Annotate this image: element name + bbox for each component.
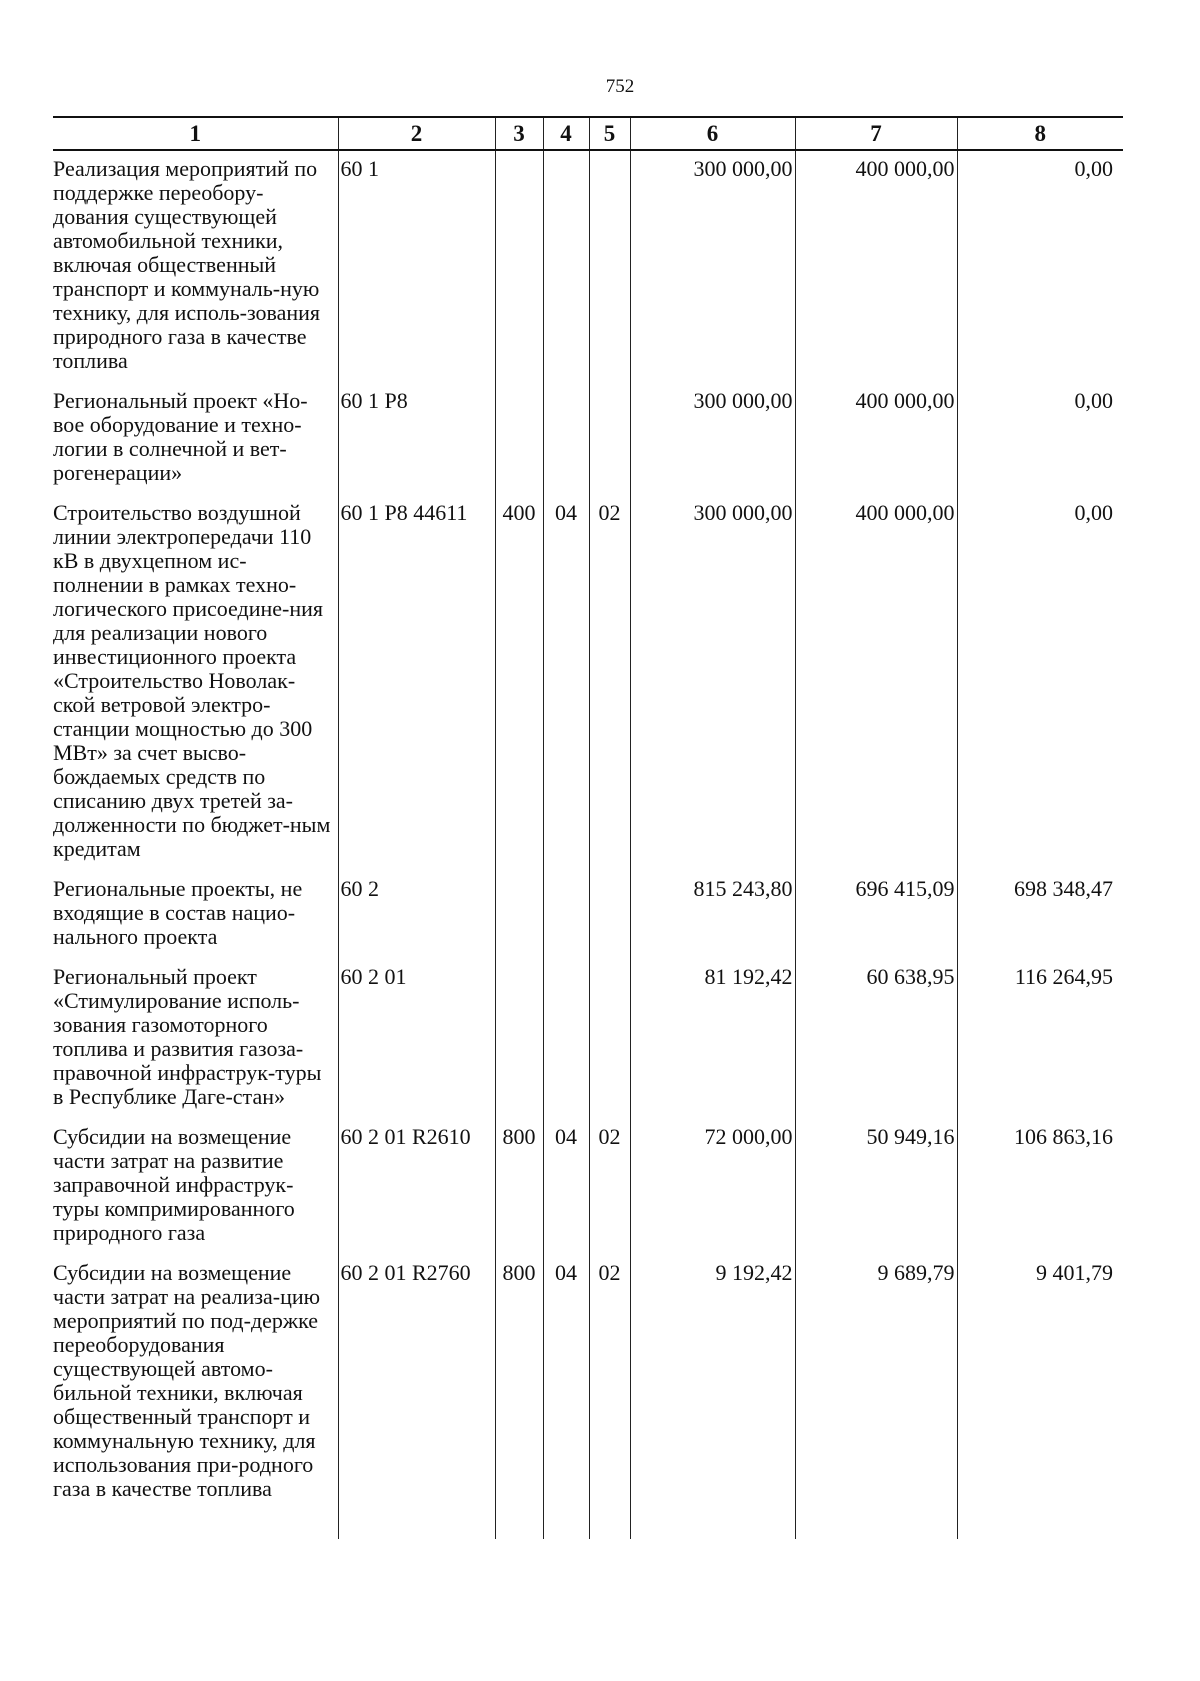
table-row bbox=[53, 150, 1123, 383]
amount-col6: 81 192,42 bbox=[630, 959, 795, 1119]
amount-col7: 400 000,00 bbox=[795, 495, 957, 871]
col5-value bbox=[589, 150, 630, 383]
col3-value: 400 bbox=[495, 495, 543, 871]
col4-value bbox=[543, 959, 589, 1119]
column-header: 1 bbox=[53, 117, 338, 150]
item-name: Субсидии на возмещение части затрат на развитие заправочной инфраструк-туры компримированного природного газа bbox=[53, 1119, 338, 1255]
col4-value bbox=[543, 871, 589, 959]
column-header: 5 bbox=[589, 117, 630, 150]
column-header: 3 bbox=[495, 117, 543, 150]
item-code: 60 1 Р8 44611 bbox=[338, 495, 495, 871]
amount-col7: 60 638,95 bbox=[795, 959, 957, 1119]
header-row bbox=[53, 117, 1123, 150]
item-code: 60 2 01 bbox=[338, 959, 495, 1119]
amount-col8: 106 863,16 bbox=[957, 1119, 1123, 1255]
amount-col6: 300 000,00 bbox=[630, 150, 795, 383]
item-name: Региональный проект «Стимулирование исполь-зования газомоторного топлива и развития газоза-правочной инфраструк-туры в Республике Даге-стан» bbox=[53, 959, 338, 1119]
amount-col8: 0,00 bbox=[957, 150, 1123, 383]
col4-value bbox=[543, 150, 589, 383]
amount-col6: 300 000,00 bbox=[630, 495, 795, 871]
item-code: 60 1 Р8 bbox=[338, 383, 495, 495]
column-header: 7 bbox=[795, 117, 957, 150]
amount-col8: 116 264,95 bbox=[957, 959, 1123, 1119]
column-header: 2 bbox=[338, 117, 495, 150]
item-name: Реализация мероприятий по поддержке переобору-дования существующей автомобильной техники, включая общественный транспорт и коммуналь-ную технику, для исполь-зования природного газа в качестве топлива bbox=[53, 150, 338, 383]
amount-col6: 9 192,42 bbox=[630, 1255, 795, 1539]
amount-col8: 698 348,47 bbox=[957, 871, 1123, 959]
item-code: 60 2 bbox=[338, 871, 495, 959]
item-name: Региональные проекты, не входящие в состав нацио-нального проекта bbox=[53, 871, 338, 959]
col5-value: 02 bbox=[589, 1255, 630, 1539]
item-code: 60 2 01 R2760 bbox=[338, 1255, 495, 1539]
table-row bbox=[53, 871, 1123, 959]
amount-col7: 50 949,16 bbox=[795, 1119, 957, 1255]
table-row bbox=[53, 959, 1123, 1119]
col3-value bbox=[495, 871, 543, 959]
col5-value bbox=[589, 383, 630, 495]
page-number: 752 bbox=[605, 76, 635, 97]
col3-value bbox=[495, 150, 543, 383]
column-header: 6 bbox=[630, 117, 795, 150]
amount-col6: 72 000,00 bbox=[630, 1119, 795, 1255]
amount-col6: 300 000,00 bbox=[630, 383, 795, 495]
amount-col8: 9 401,79 bbox=[957, 1255, 1123, 1539]
col5-value bbox=[589, 871, 630, 959]
table-row bbox=[53, 1119, 1123, 1255]
item-code: 60 2 01 R2610 bbox=[338, 1119, 495, 1255]
item-name: Строительство воздушной линии электропередачи 110 кВ в двухцепном ис-полнении в рамках техно-логического присоедине-ния для реализации нового инвестиционного проекта «Строительство Новолак-ской ветровой электро-станции мощностью до 300 МВт» за счет высво-бождаемых средств по списанию двух третей за-долженности по бюджет-ным кредитам bbox=[53, 495, 338, 871]
table-row bbox=[53, 1255, 1123, 1539]
col4-value: 04 bbox=[543, 495, 589, 871]
col3-value bbox=[495, 383, 543, 495]
amount-col8: 0,00 bbox=[957, 383, 1123, 495]
col5-value: 02 bbox=[589, 495, 630, 871]
amount-col8: 0,00 bbox=[957, 495, 1123, 871]
col3-value: 800 bbox=[495, 1255, 543, 1539]
amount-col6: 815 243,80 bbox=[630, 871, 795, 959]
col3-value bbox=[495, 959, 543, 1119]
col5-value: 02 bbox=[589, 1119, 630, 1255]
col4-value bbox=[543, 383, 589, 495]
item-name: Субсидии на возмещение части затрат на реализа-цию мероприятий по под-держке переоборудования существующей автомо-бильной техники, включая общественный транспорт и коммунальную технику, для использования при-родного газа в качестве топлива bbox=[53, 1255, 338, 1539]
amount-col7: 696 415,09 bbox=[795, 871, 957, 959]
column-header: 4 bbox=[543, 117, 589, 150]
table-row bbox=[53, 495, 1123, 871]
col3-value: 800 bbox=[495, 1119, 543, 1255]
budget-table bbox=[53, 116, 1123, 1539]
column-header: 8 bbox=[957, 117, 1123, 150]
amount-col7: 9 689,79 bbox=[795, 1255, 957, 1539]
item-code: 60 1 bbox=[338, 150, 495, 383]
col5-value bbox=[589, 959, 630, 1119]
amount-col7: 400 000,00 bbox=[795, 150, 957, 383]
table-row bbox=[53, 383, 1123, 495]
item-name: Региональный проект «Но-вое оборудование и техно-логии в солнечной и вет-рогенерации» bbox=[53, 383, 338, 495]
amount-col7: 400 000,00 bbox=[795, 383, 957, 495]
col4-value: 04 bbox=[543, 1255, 589, 1539]
col4-value: 04 bbox=[543, 1119, 589, 1255]
